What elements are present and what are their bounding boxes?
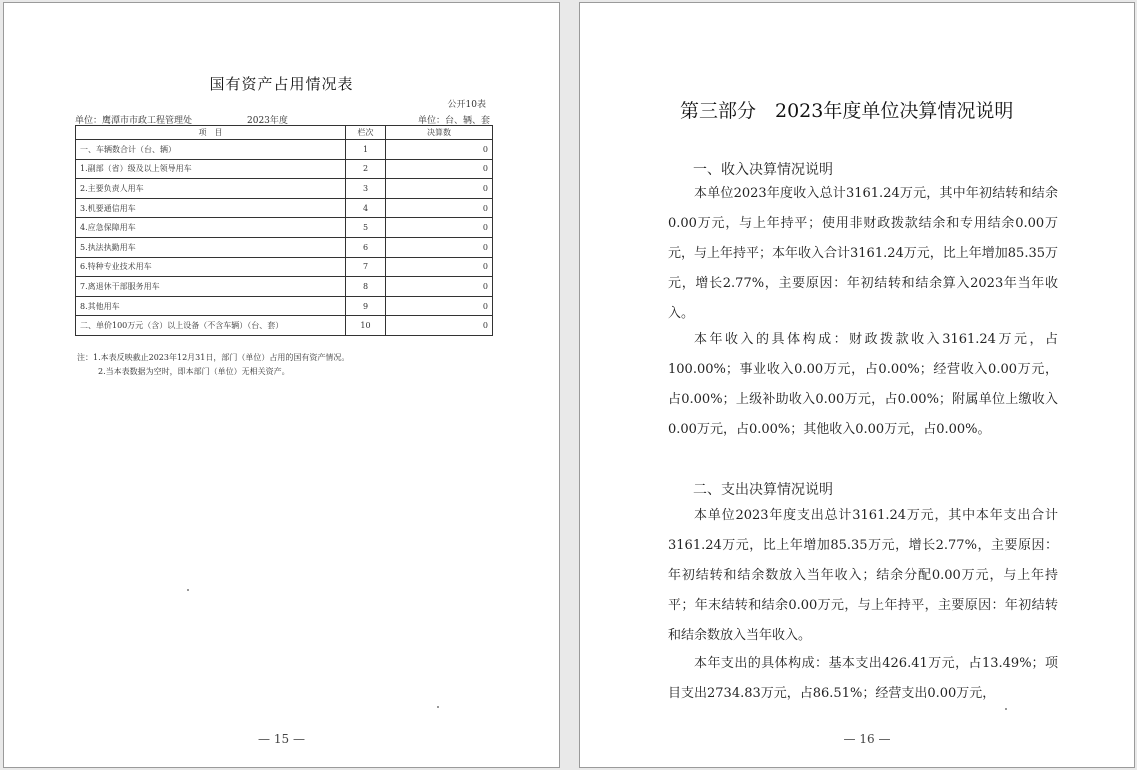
row-number: 10 bbox=[346, 316, 386, 336]
row-number: 1 bbox=[346, 140, 386, 160]
table-row bbox=[76, 179, 493, 199]
heading-income: 一、收入决算情况说明 bbox=[693, 162, 833, 178]
row-item: 3.机要通信用车 bbox=[76, 198, 346, 218]
table-row bbox=[76, 198, 493, 218]
paragraph-income-composition: 本年收入的具体构成：财政拨款收入3161.24万元，占100.00%；事业收入0.00万元，占0.00%；经营收入0.00万元，占0.00%；上级补助收入0.00万元，占0.00%；附属单位上缴收入0.00万元，占0.00%；其他收入0.00万元，占0.00%。 bbox=[668, 332, 1058, 437]
paragraph-expenditure-composition: 本年支出的具体构成：基本支出426.41万元，占13.49%；项目支出2734.83万元，占86.51%；经营支出0.00万元， bbox=[668, 656, 1058, 701]
row-item: 一、车辆数合计（台、辆） bbox=[76, 140, 346, 160]
row-value: 0 bbox=[386, 198, 493, 218]
row-number: 9 bbox=[346, 296, 386, 316]
page-number: — 15 — bbox=[258, 732, 305, 746]
form-number: 公开10表 bbox=[447, 100, 486, 110]
scan-speck bbox=[187, 589, 189, 591]
row-item: 4.应急保障用车 bbox=[76, 218, 346, 238]
row-number: 3 bbox=[346, 179, 386, 199]
row-value: 0 bbox=[386, 257, 493, 277]
row-item: 7.离退休干部服务用车 bbox=[76, 277, 346, 297]
unit-measure-label: 单位：台、辆、套 bbox=[417, 116, 490, 126]
asset-table bbox=[75, 125, 493, 336]
table-row bbox=[76, 218, 493, 238]
page-number: — 16 — bbox=[843, 732, 891, 746]
row-item: 8.其他用车 bbox=[76, 296, 346, 316]
table-title: 国有资产占用情况表 bbox=[209, 75, 354, 93]
row-value: 0 bbox=[386, 296, 493, 316]
row-item: 2.主要负责人用车 bbox=[76, 179, 346, 199]
row-item: 二、单价100万元（含）以上设备（不含车辆）（台、套） bbox=[76, 316, 346, 336]
row-value: 0 bbox=[386, 237, 493, 257]
row-number: 8 bbox=[346, 277, 386, 297]
header-value: 决算数 bbox=[386, 126, 493, 140]
table-row bbox=[76, 277, 493, 297]
row-item: 6.特种专业技术用车 bbox=[76, 257, 346, 277]
row-item: 5.执法执勤用车 bbox=[76, 237, 346, 257]
row-value: 0 bbox=[386, 159, 493, 179]
heading-expenditure: 二、支出决算情况说明 bbox=[693, 482, 833, 498]
row-value: 0 bbox=[386, 179, 493, 199]
note-2: 2.当本表数据为空时，即本部门（单位）无相关资产。 bbox=[98, 367, 290, 376]
table-row bbox=[76, 316, 493, 336]
table-row bbox=[76, 257, 493, 277]
row-number: 5 bbox=[346, 218, 386, 238]
row-number: 7 bbox=[346, 257, 386, 277]
paragraph-income-summary: 本单位2023年度收入总计3161.24万元，其中年初结转和结余0.00万元，与上年持平；使用非财政拨款结余和专用结余0.00万元，与上年持平；本年收入合计3161.24万元，比上年增加85.35万元，增长2.77%，主要原因：年初结转和结余算入2023年当年收入。 bbox=[668, 186, 1058, 321]
scan-speck bbox=[437, 706, 439, 708]
note-1: 注：1.本表反映截止2023年12月31日，部门（单位）占用的国有资产情况。 bbox=[77, 353, 350, 362]
table-row bbox=[76, 237, 493, 257]
row-value: 0 bbox=[386, 140, 493, 160]
header-row-no: 栏次 bbox=[346, 126, 386, 140]
section-title: 第三部分 2023年度单位决算情况说明 bbox=[680, 100, 1014, 122]
table-notes bbox=[77, 351, 349, 379]
scan-speck bbox=[1005, 708, 1007, 710]
year-label: 2023年度 bbox=[247, 116, 288, 126]
row-value: 0 bbox=[386, 277, 493, 297]
unit-label: 单位：鹰潭市市政工程管理处 bbox=[75, 116, 193, 126]
document-page-16 bbox=[579, 2, 1135, 768]
row-number: 6 bbox=[346, 237, 386, 257]
row-number: 4 bbox=[346, 198, 386, 218]
row-item: 1.副部（省）级及以上领导用车 bbox=[76, 159, 346, 179]
table-row bbox=[76, 140, 493, 160]
row-value: 0 bbox=[386, 316, 493, 336]
table-row bbox=[76, 159, 493, 179]
row-value: 0 bbox=[386, 218, 493, 238]
row-number: 2 bbox=[346, 159, 386, 179]
paragraph-expenditure-summary: 本单位2023年度支出总计3161.24万元，其中本年支出合计3161.24万元，比上年增加85.35万元，增长2.77%，主要原因：年初结转和结余数放入当年收入；结余分配0.00万元，与上年持平；年末结转和结余0.00万元，与上年持平，主要原因：年初结转和结余数放入当年收入。 bbox=[668, 508, 1058, 643]
document-page-15 bbox=[3, 2, 560, 768]
table-row bbox=[76, 296, 493, 316]
table-header-row bbox=[76, 126, 493, 140]
header-item: 项 目 bbox=[76, 126, 346, 140]
